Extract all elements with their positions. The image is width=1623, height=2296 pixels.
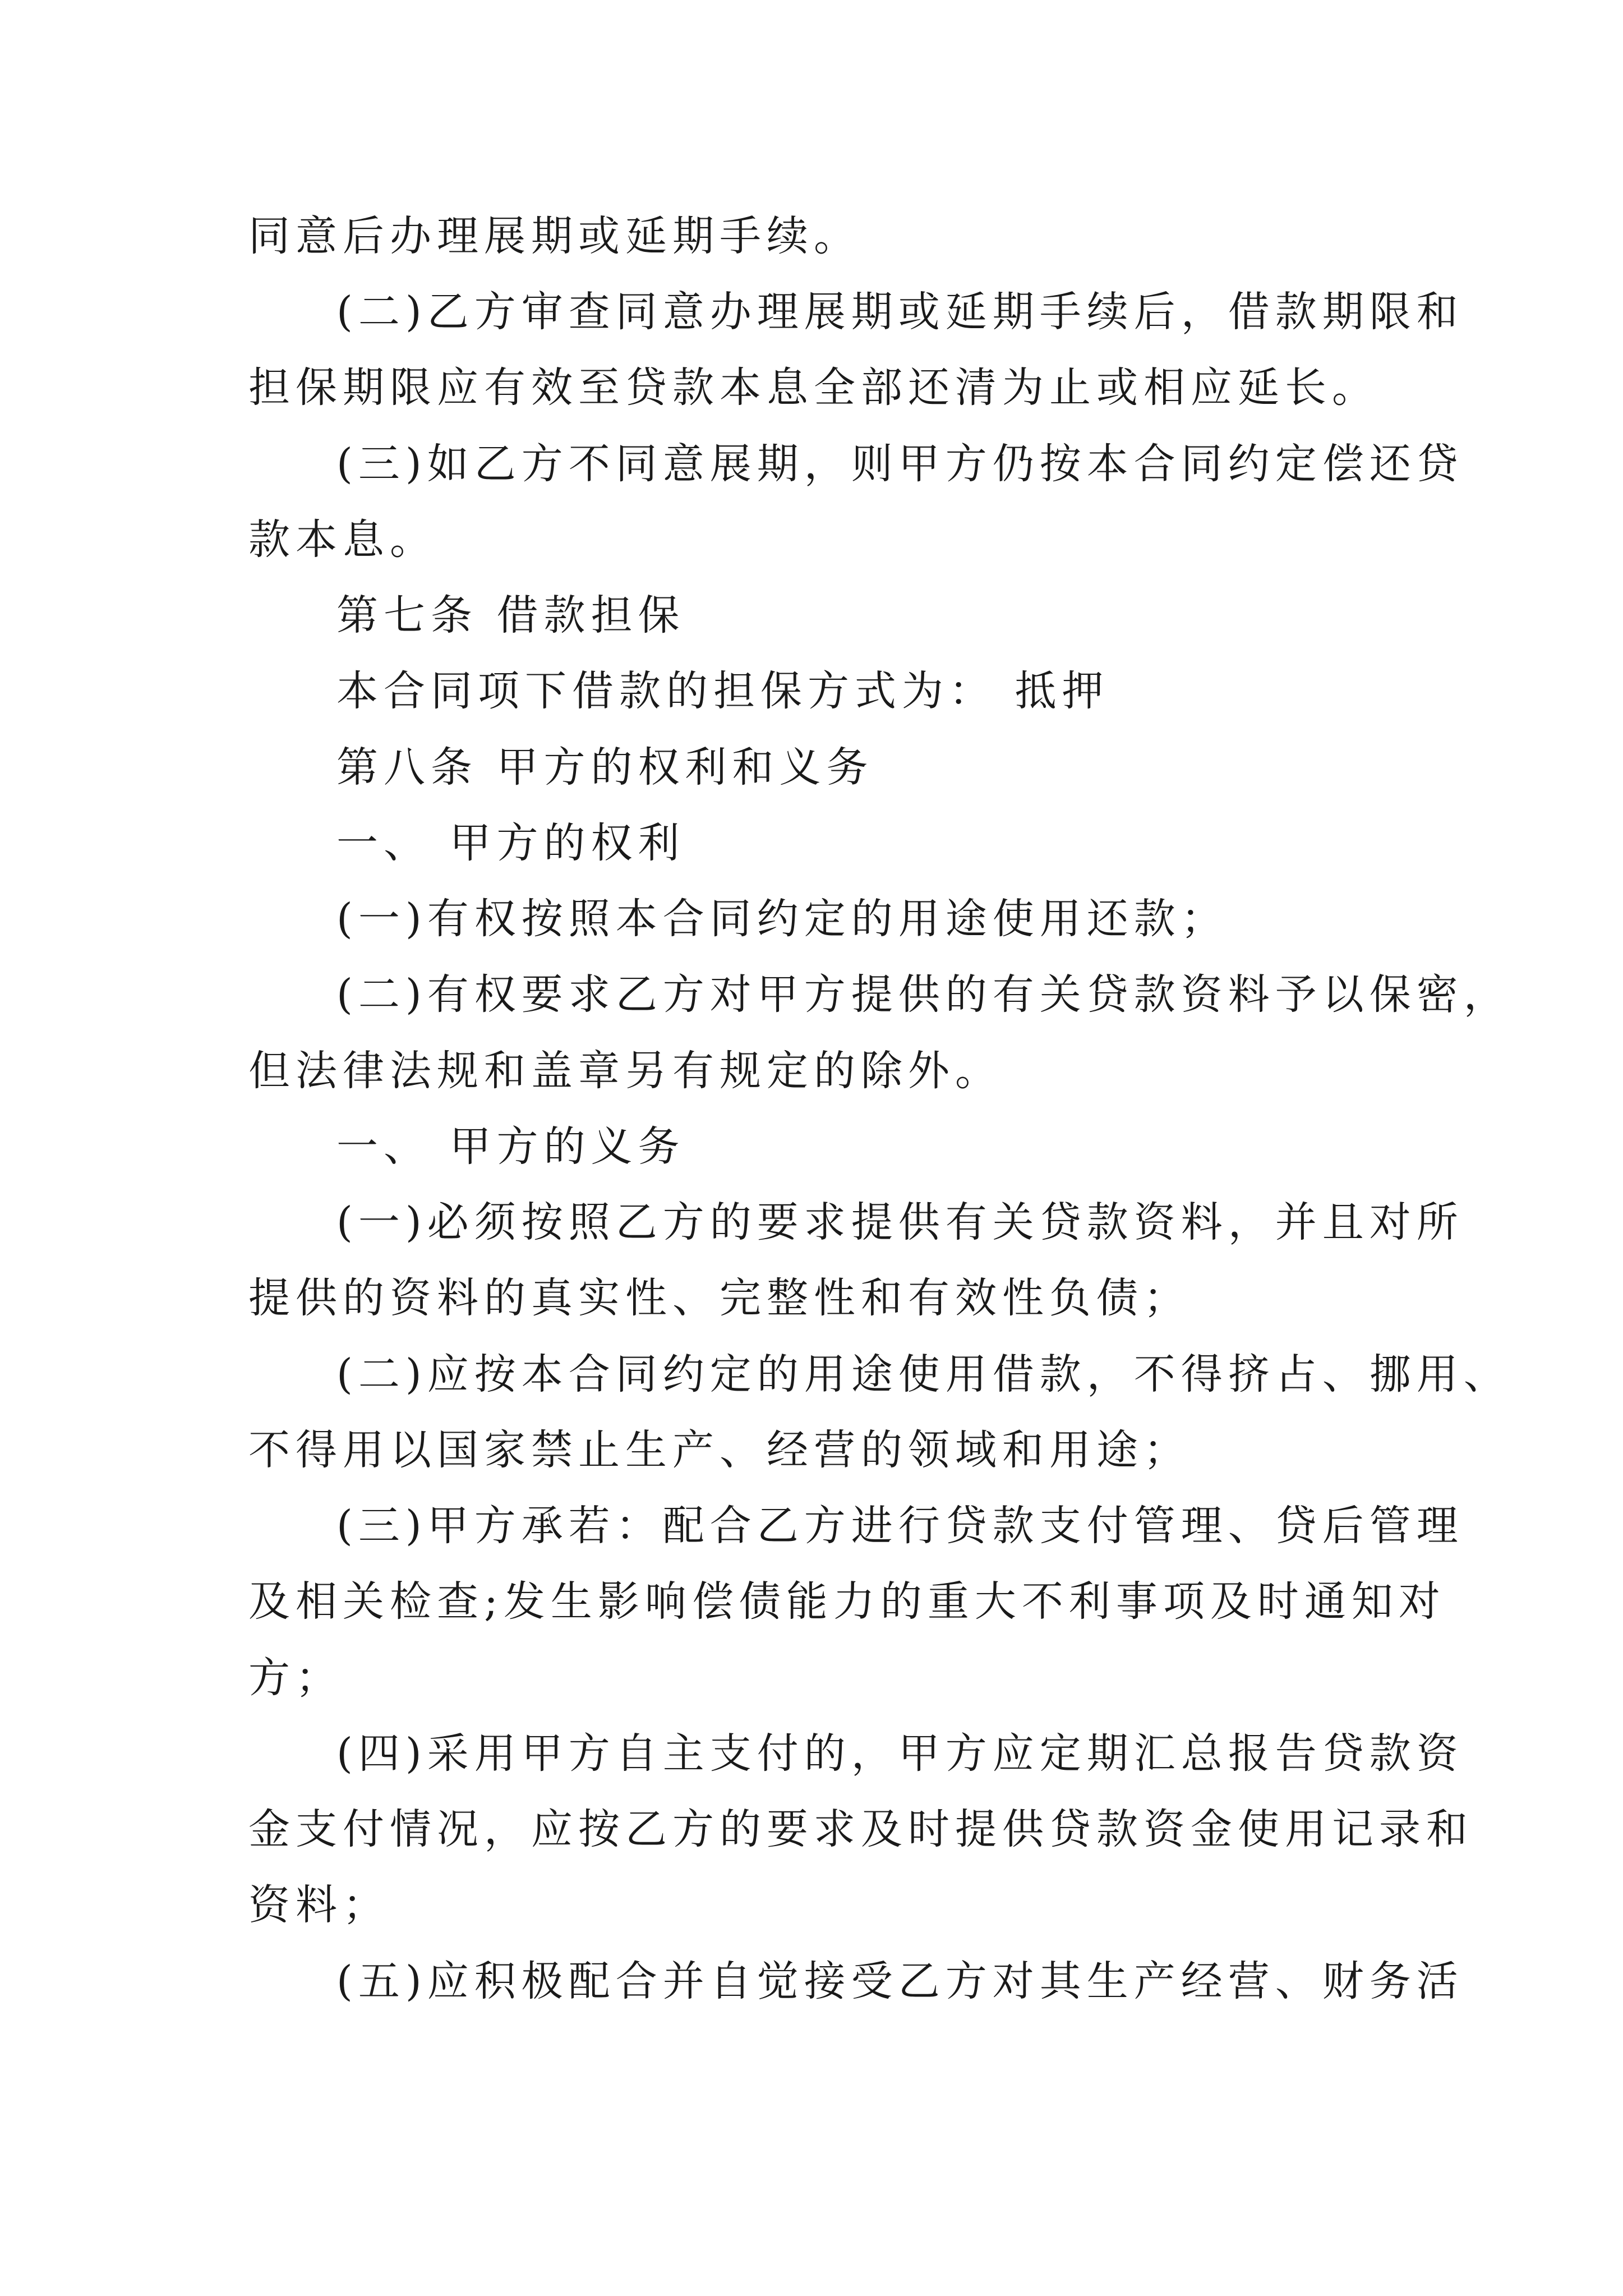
- section-heading: 第八条 甲方的权利和义务: [336, 743, 874, 792]
- text-line: 但法律法规和盖章另有规定的除外。: [248, 1047, 1002, 1095]
- text-line: (二)乙方审查同意办理展期或延期手续后，借款期限和: [336, 288, 1464, 336]
- text-line: (三)如乙方不同意展期，则甲方仍按本合同约定偿还贷: [336, 440, 1464, 488]
- text-line: (五)应积极配合并自觉接受乙方对其生产经营、财务活: [336, 1957, 1464, 2005]
- text-line: 资料；: [248, 1881, 390, 1929]
- text-line: 不得用以国家禁止生产、经营的领域和用途；: [248, 1426, 1191, 1474]
- text-line: 同意后办理展期或延期手续。: [248, 212, 861, 260]
- text-line: (二)应按本合同约定的用途使用借款，不得挤占、挪用、: [336, 1350, 1511, 1398]
- text-line: 款本息。: [248, 516, 437, 564]
- text-line: (二)有权要求乙方对甲方提供的有关贷款资料予以保密，: [336, 970, 1511, 1019]
- text-line: (一)必须按照乙方的要求提供有关贷款资料，并且对所: [336, 1198, 1464, 1246]
- text-line: 及相关检查;发生影响偿债能力的重大不利事项及时通知对: [248, 1577, 1446, 1626]
- subsection-heading: 一、 甲方的义务: [336, 1122, 685, 1171]
- text-line: 金支付情况，应按乙方的要求及时提供贷款资金使用记录和: [248, 1805, 1473, 1853]
- subsection-heading: 一、 甲方的权利: [336, 819, 685, 867]
- text-line: 提供的资料的真实性、完整性和有效性负债；: [248, 1274, 1191, 1322]
- text-line: 本合同项下借款的担保方式为： 抵押: [336, 667, 1109, 715]
- text-line: (三)甲方承若：配合乙方进行贷款支付管理、贷后管理: [336, 1502, 1464, 1550]
- text-line: 方；: [248, 1654, 343, 1702]
- text-line: (一)有权按照本合同约定的用途使用还款；: [336, 895, 1228, 943]
- section-heading: 第七条 借款担保: [336, 591, 685, 639]
- text-line: 担保期限应有效至贷款本息全部还清为止或相应延长。: [248, 364, 1379, 412]
- text-line: (四)采用甲方自主支付的，甲方应定期汇总报告贷款资: [336, 1729, 1464, 1778]
